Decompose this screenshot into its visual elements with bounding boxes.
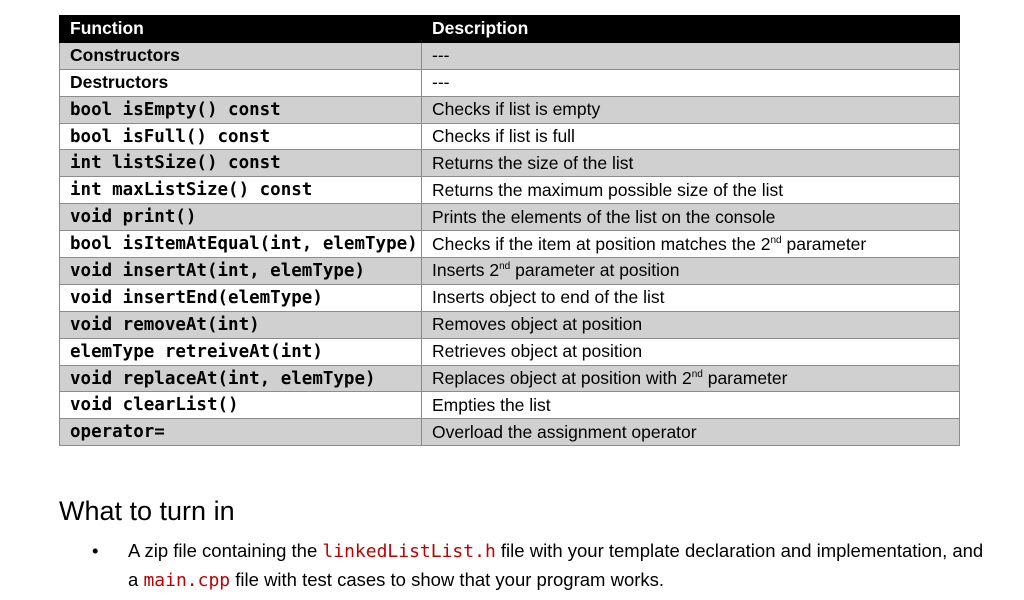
description-text: parameter (781, 233, 867, 254)
table-row (60, 365, 960, 392)
description-cell (422, 231, 960, 258)
description-cell (422, 338, 960, 365)
description-cell (422, 311, 960, 338)
section-heading: What to turn in (59, 496, 235, 526)
table-row (60, 338, 960, 365)
function-cell: bool isItemAtEqual(int, elemType) (60, 231, 422, 258)
function-cell: void clearList() (60, 392, 422, 419)
function-cell: void print() (60, 204, 422, 231)
description-cell (422, 42, 960, 69)
description-text: Prints the elements of the list on the console (432, 206, 776, 227)
description-text: --- (432, 72, 450, 93)
function-cell: Destructors (60, 69, 422, 96)
header-function: Function (60, 16, 422, 43)
function-cell: void replaceAt(int, elemType) (60, 365, 422, 392)
function-cell: Constructors (60, 42, 422, 69)
table-header-row (60, 16, 960, 43)
table-row (60, 392, 960, 419)
function-cell: bool isFull() const (60, 123, 422, 150)
description-text: Returns the size of the list (432, 152, 634, 173)
function-cell: int listSize() const (60, 150, 422, 177)
header-filename: linkedListList.h (322, 541, 496, 562)
list-item (92, 537, 988, 595)
table-row (60, 150, 960, 177)
function-cell: bool isEmpty() const (60, 96, 422, 123)
description-cell (422, 177, 960, 204)
description-cell (422, 365, 960, 392)
description-text: Replaces object at position with 2 (432, 368, 692, 389)
description-text: Overload the assignment operator (432, 421, 697, 442)
table-body (60, 42, 960, 445)
description-text: Checks if list is empty (432, 99, 601, 120)
function-cell: elemType retreiveAt(int) (60, 338, 422, 365)
description-cell (422, 96, 960, 123)
description-cell (422, 419, 960, 446)
ordinal-suffix: nd (770, 234, 782, 246)
table-row (60, 311, 960, 338)
description-text: parameter at position (510, 260, 680, 281)
function-cell: void insertAt(int, elemType) (60, 258, 422, 285)
table-row (60, 231, 960, 258)
ordinal-suffix: nd (691, 369, 703, 381)
description-cell (422, 258, 960, 285)
description-text: Checks if list is full (432, 126, 575, 146)
description-text: Checks if the item at position matches the 2 (432, 233, 771, 254)
item-text: file with test cases to show that your program works. (230, 569, 665, 590)
description-text: Inserts object to end of the list (432, 287, 665, 308)
ordinal-suffix: nd (499, 261, 511, 273)
item-text: file with your template declaration and implementation, and a (128, 540, 984, 590)
bullet-icon: • (92, 540, 99, 561)
table-row (60, 177, 960, 204)
function-cell: void removeAt(int) (60, 311, 422, 338)
function-cell: operator= (60, 419, 422, 446)
description-text: Removes object at position (432, 314, 643, 335)
table-row (60, 419, 960, 446)
table-row (60, 284, 960, 311)
description-text: --- (432, 45, 450, 66)
description-text: Returns the maximum possible size of the list (432, 179, 784, 200)
table-row (60, 69, 960, 96)
table-row (60, 258, 960, 285)
table-row (60, 204, 960, 231)
description-cell (422, 204, 960, 231)
description-cell (422, 150, 960, 177)
function-cell: void insertEnd(elemType) (60, 284, 422, 311)
table-row (60, 96, 960, 123)
main-filename: main.cpp (143, 570, 231, 591)
function-cell: int maxListSize() const (60, 177, 422, 204)
description-text: Empties the list (432, 394, 551, 415)
table-row (60, 123, 960, 150)
turn-in-list (92, 537, 988, 595)
description-text: Inserts 2 (432, 260, 500, 281)
description-cell (422, 392, 960, 419)
description-cell (422, 69, 960, 96)
header-description: Description (422, 16, 960, 43)
description-text: Retrieves object at position (432, 341, 643, 362)
item-text: A zip file containing the (128, 540, 323, 561)
description-cell (422, 284, 960, 311)
description-text: parameter (702, 368, 788, 389)
table-row (60, 42, 960, 69)
description-cell (422, 123, 960, 150)
function-table (59, 15, 960, 446)
